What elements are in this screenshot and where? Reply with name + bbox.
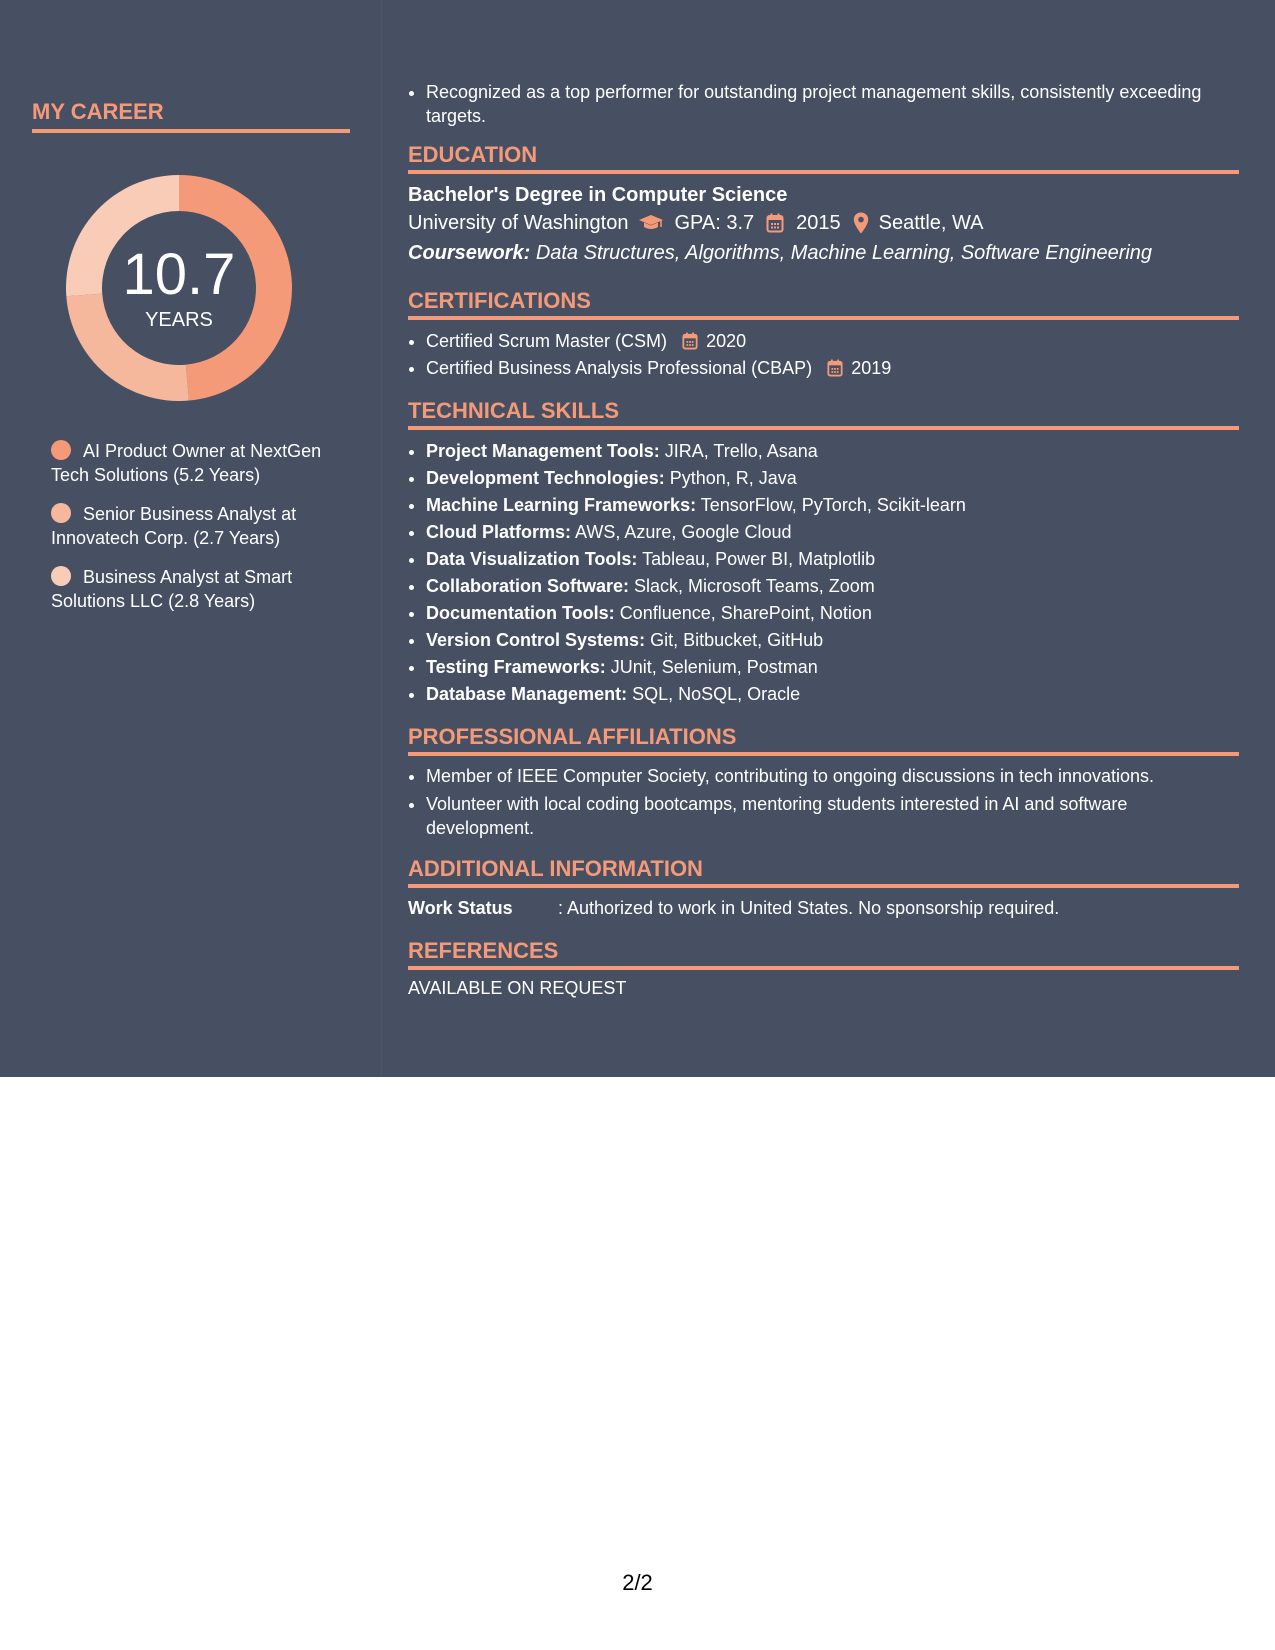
list-item: [426, 573, 1239, 600]
certifications-heading: CERTIFICATIONS: [408, 288, 1239, 320]
education-section: [408, 142, 1239, 268]
degree-title: Bachelor's Degree in Computer Science: [408, 184, 788, 206]
list-item: • Recognized as a top performer for outstanding project management skills, consistently exceeding targets.: [426, 80, 1239, 128]
coursework-line: [408, 238, 1239, 268]
column-divider: [381, 0, 382, 1077]
legend-item: [51, 439, 351, 487]
skills-heading: TECHNICAL SKILLS: [408, 398, 1239, 430]
gpa-value: GPA: 3.7: [674, 212, 755, 234]
references-section: [408, 938, 1239, 999]
education-details: [408, 208, 1239, 238]
work-status-label: Work Status: [408, 898, 513, 918]
list-item: [426, 600, 1239, 627]
career-heading: MY CAREER: [32, 99, 350, 133]
legend-dot-icon: [51, 440, 71, 460]
skill-label: Documentation Tools:: [426, 603, 615, 623]
education-heading: EDUCATION: [408, 142, 1239, 174]
legend-label: Senior Business Analyst at Innovatech Corp. (2.7 Years): [51, 504, 297, 548]
list-item: • Member of IEEE Computer Society, contributing to ongoing discussions in tech innovations.: [426, 764, 1239, 788]
list-item: [426, 438, 1239, 465]
skill-value: Tableau, Power BI, Matplotlib: [642, 549, 876, 569]
coursework-list: Data Structures, Algorithms, Machine Learning, Software Engineering: [535, 242, 1153, 264]
career-legend: [51, 439, 351, 628]
school-location: Seattle, WA: [878, 212, 984, 234]
experience-bullets: [408, 80, 1239, 128]
skills-section: [408, 398, 1239, 708]
legend-dot-icon: [51, 566, 71, 586]
legend-dot-icon: [51, 503, 71, 523]
skill-label: Version Control Systems:: [426, 630, 646, 650]
skill-value: SQL, NoSQL, Oracle: [632, 684, 801, 704]
list-item: [426, 627, 1239, 654]
skill-label: Project Management Tools:: [426, 441, 660, 461]
skill-label: Development Technologies:: [426, 468, 665, 488]
calendar-icon: [766, 213, 784, 233]
certification-name: Certified Business Analysis Professional (CBAP): [426, 358, 813, 378]
skills-list: [408, 438, 1239, 708]
additional-info-section: [408, 856, 1239, 920]
skill-value: TensorFlow, PyTorch, Scikit-learn: [700, 495, 966, 515]
donut-center: [66, 175, 292, 401]
list-item: [426, 546, 1239, 573]
list-item: • Volunteer with local coding bootcamps, mentoring students interested in AI and software development.: [426, 792, 1239, 840]
skill-value: Slack, Microsoft Teams, Zoom: [634, 576, 875, 596]
total-years-value: 10.7: [122, 241, 236, 307]
school-name: University of Washington: [408, 212, 629, 234]
skill-label: Cloud Platforms:: [426, 522, 572, 542]
graduation-cap-icon: [638, 214, 664, 232]
skill-label: Collaboration Software:: [426, 576, 630, 596]
certification-year: 2020: [706, 331, 747, 351]
references-heading: REFERENCES: [408, 938, 1239, 970]
location-pin-icon: [853, 212, 869, 234]
graduation-year: 2015: [796, 212, 841, 234]
legend-label: AI Product Owner at NextGen Tech Solutions (5.2 Years): [51, 441, 322, 485]
skill-value: AWS, Azure, Google Cloud: [575, 522, 792, 542]
page-number: 2/2: [622, 1570, 653, 1595]
main-column: [408, 80, 1239, 999]
list-item: [426, 654, 1239, 681]
skill-value: Git, Bitbucket, GitHub: [650, 630, 824, 650]
skill-label: Machine Learning Frameworks:: [426, 495, 697, 515]
work-status-value: : Authorized to work in United States. No sponsorship required.: [558, 898, 1060, 918]
affiliations-heading: PROFESSIONAL AFFILIATIONS: [408, 724, 1239, 756]
skill-value: JUnit, Selenium, Postman: [610, 657, 818, 677]
references-text: AVAILABLE ON REQUEST: [408, 978, 627, 998]
list-item: [426, 519, 1239, 546]
skill-value: Confluence, SharePoint, Notion: [619, 603, 872, 623]
sidebar: [32, 99, 350, 611]
skill-label: Database Management:: [426, 684, 628, 704]
certifications-section: [408, 288, 1239, 382]
additional-info-heading: ADDITIONAL INFORMATION: [408, 856, 1239, 888]
legend-label: Business Analyst at Smart Solutions LLC (2.8 Years): [51, 567, 293, 611]
skill-value: Python, R, Java: [669, 468, 797, 488]
list-item: [426, 355, 1239, 382]
years-label: YEARS: [145, 308, 213, 331]
legend-item: [51, 502, 351, 550]
list-item: [426, 465, 1239, 492]
work-status-row: [408, 896, 1239, 920]
skill-value: JIRA, Trello, Asana: [664, 441, 818, 461]
certification-year: 2019: [851, 358, 892, 378]
calendar-icon: [827, 359, 843, 377]
list-item: [426, 328, 1239, 355]
list-item: [426, 492, 1239, 519]
legend-item: [51, 565, 351, 613]
coursework-label: Coursework:: [408, 242, 531, 264]
skill-label: Testing Frameworks:: [426, 657, 606, 677]
certifications-list: [408, 328, 1239, 382]
skill-label: Data Visualization Tools:: [426, 549, 638, 569]
list-item: [426, 681, 1239, 708]
affiliations-section: [408, 724, 1239, 840]
affiliations-list: [408, 764, 1239, 840]
certification-name: Certified Scrum Master (CSM): [426, 331, 668, 351]
calendar-icon: [682, 332, 698, 350]
